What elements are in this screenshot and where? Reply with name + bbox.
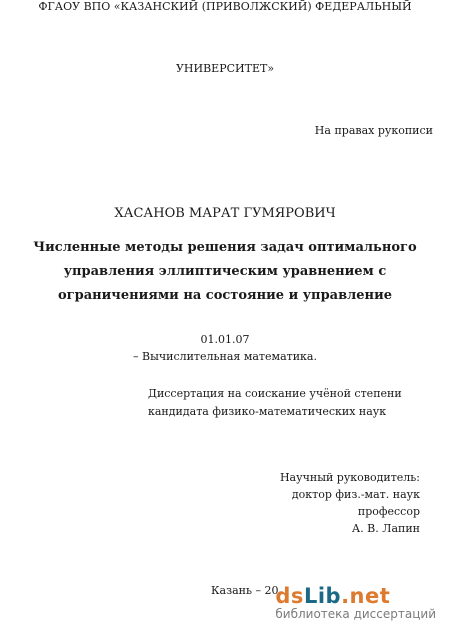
- supervisor-rank: профессор: [357, 505, 420, 518]
- organization-line-2: УНИВЕРСИТЕТ»: [175, 62, 275, 75]
- logo-ds: ds: [275, 584, 304, 608]
- specialty-code: 01.01.07: [200, 333, 250, 346]
- dissertation-line-1: Диссертация на соискание учёной степени: [148, 387, 402, 400]
- supervisor-label: Научный руководитель:: [279, 471, 420, 484]
- supervisor-degree: доктор физ.-мат. наук: [291, 488, 420, 501]
- rights-note: На правах рукописи: [314, 124, 433, 137]
- logo-lib: Lib: [303, 584, 342, 608]
- watermark-subtitle: библиотека диссертаций: [275, 607, 436, 621]
- title-line-3: ограничениями на состояние и управление: [58, 288, 392, 303]
- author-name: ХАСАНОВ МАРАТ ГУМЯРОВИЧ: [114, 206, 336, 221]
- logo-net: .net: [341, 584, 391, 608]
- dslib-logo: [275, 585, 436, 607]
- city-year: Казань – 20: [211, 584, 279, 597]
- title-line-2: управления эллиптическим уравнением с: [63, 264, 387, 279]
- specialty-name: – Вычислительная математика.: [133, 350, 317, 363]
- dslib-watermark: [275, 585, 436, 621]
- organization-line-1: ФГАОУ ВПО «КАЗАНСКИЙ (ПРИВОЛЖСКИЙ) ФЕДЕРАЛЬНЫЙ: [38, 0, 412, 13]
- supervisor-name: А. В. Лапин: [351, 522, 420, 535]
- title-line-1: Численные методы решения задач оптимального: [33, 240, 417, 255]
- dissertation-line-2: кандидата физико-математических наук: [148, 405, 387, 418]
